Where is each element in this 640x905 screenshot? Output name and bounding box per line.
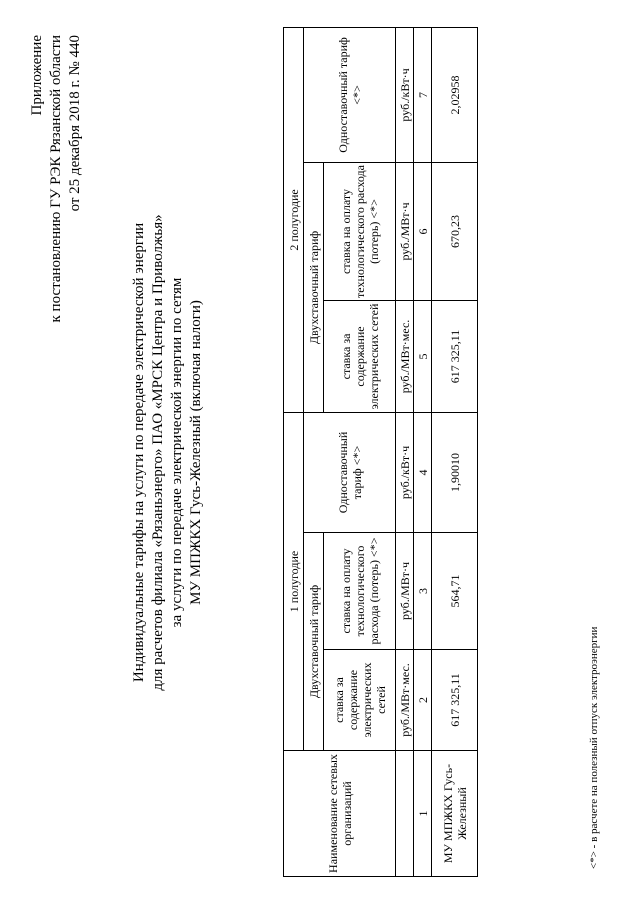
unit-cell: руб./кВт·ч	[396, 27, 414, 162]
org-name-header: Наименование сетевых организаций	[284, 751, 396, 877]
one-part-header: Одноставочный тариф <*>	[304, 412, 396, 532]
h2-maint-value: 617 325,11	[432, 300, 478, 412]
h1-maint-value: 617 325,11	[432, 650, 478, 751]
title-line: для расчетов филиала «Рязаньэнерго» ПАО «МРСК Центра и Приволжья»	[150, 214, 166, 691]
column-number: 3	[414, 533, 432, 650]
two-part-header: Двухставочный тариф	[304, 162, 324, 412]
org-name-cell: МУ МПЖКХ Гусь-Железный	[432, 751, 478, 877]
unit-cell: руб./МВт·мес.	[396, 300, 414, 412]
column-number: 6	[414, 162, 432, 300]
column-number: 5	[414, 300, 432, 412]
footnote: <*> - в расчете на полезный отпуск электроэнергии	[588, 626, 600, 869]
rate-maint-header: ставка за содержание электрических сетей	[324, 650, 396, 751]
unit-cell: руб./МВт·ч	[396, 162, 414, 300]
tariff-table	[283, 27, 478, 877]
title-line: Индивидуальные тарифы на услуги по передаче электрической энергии	[131, 222, 147, 683]
h2-one-part-value: 2,02958	[432, 27, 478, 162]
rate-maint-header: ставка за содержание электрических сетей	[324, 300, 396, 412]
half1-header: 1 полугодие	[284, 412, 304, 750]
two-part-header: Двухставочный тариф	[304, 533, 324, 751]
h1-one-part-value: 1,90010	[432, 412, 478, 532]
unit-cell: руб./МВт·ч	[396, 533, 414, 650]
rate-loss-header: ставка на оплату технологического расхода (потерь) <*>	[324, 162, 396, 300]
unit-cell	[396, 751, 414, 877]
column-number: 7	[414, 27, 432, 162]
unit-cell: руб./МВт·мес.	[396, 650, 414, 751]
column-number: 2	[414, 650, 432, 751]
one-part-header: Одноставочный тариф <*>	[304, 27, 396, 162]
unit-cell: руб./кВт·ч	[396, 412, 414, 532]
appendix-line: от 25 декабря 2018 г. № 440	[67, 35, 83, 212]
title-line: за услуги по передаче электрической энергии по сетям	[169, 277, 185, 628]
appendix-block	[28, 35, 85, 322]
h2-loss-value: 670,23	[432, 162, 478, 300]
half2-header: 2 полугодие	[284, 27, 304, 412]
appendix-line: к постановлению ГУ РЭК Рязанской области	[48, 35, 64, 323]
title-line: МУ МПЖКХ Гусь-Железный (включая налоги)	[188, 300, 204, 605]
appendix-line: Приложение	[29, 35, 45, 116]
document-title	[130, 0, 206, 905]
h1-loss-value: 564,71	[432, 533, 478, 650]
table-row	[432, 27, 478, 876]
column-number: 4	[414, 412, 432, 532]
rate-loss-header: ставка на оплату технологического расхода (потерь) <*>	[324, 533, 396, 650]
column-number: 1	[414, 751, 432, 877]
